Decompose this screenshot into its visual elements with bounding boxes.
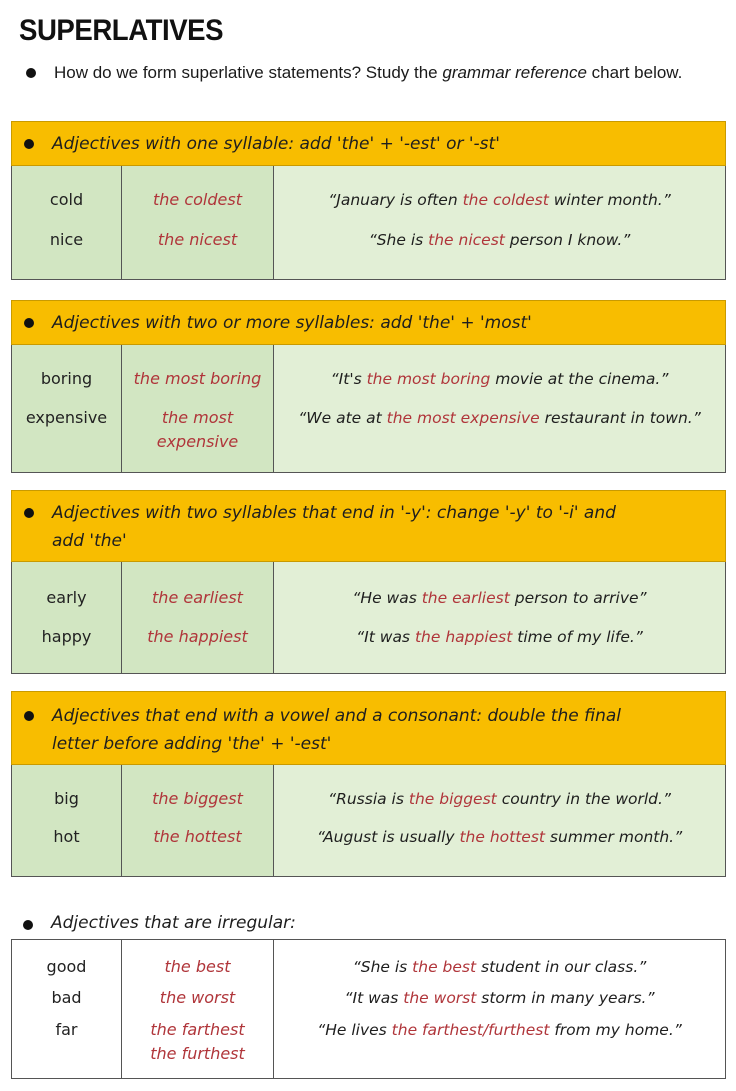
section-heading (11, 691, 726, 765)
example-table (11, 765, 726, 877)
example-sentence: “Russia is the biggest country in the world.” (328, 790, 671, 808)
adjective-cell: early (46, 588, 87, 607)
adjective-cell: cold (49, 190, 84, 209)
adjective-cell: bad (51, 988, 82, 1007)
section-one-syllable (11, 121, 726, 280)
bullet-icon (24, 711, 34, 721)
adjective-cell: expensive (25, 408, 108, 427)
section-heading (11, 300, 726, 345)
example-sentence: “January is often the coldest winter month.” (328, 191, 671, 209)
page-title: SUPERLATIVES (19, 14, 224, 47)
superlative-cell: the hottest (153, 827, 242, 846)
section-irregular (11, 939, 726, 1079)
superlative-cell: the best (164, 957, 231, 976)
bullet-icon (24, 508, 34, 518)
intro-text-end: chart below. (586, 63, 683, 82)
example-sentence: “He lives the farthest/furthest from my home.” (317, 1021, 682, 1039)
section-heading-text: Adjectives that end with a vowel and a consonant: double the final (52, 706, 622, 726)
superlative-cell: the most (161, 408, 234, 427)
intro-emphasis: grammar reference (442, 63, 587, 82)
superlative-cell: expensive (156, 432, 239, 451)
bullet-icon (24, 139, 34, 149)
section-two-syllables (11, 300, 726, 473)
superlative-cell: the farthest (150, 1020, 245, 1039)
example-sentence: “It was the worst storm in many years.” (344, 989, 655, 1007)
section-irregular-heading (11, 911, 726, 939)
example-sentence: “She is the best student in our class.” (352, 958, 647, 976)
superlative-cell: the worst (159, 988, 236, 1007)
adjective-cell: big (54, 789, 79, 808)
example-sentence: “August is usually the hottest summer month.” (316, 828, 683, 846)
superlative-cell: the earliest (152, 588, 243, 607)
section-heading-text: Adjectives with two or more syllables: add 'the' + 'most' (52, 313, 532, 333)
superlative-cell: the nicest (157, 230, 238, 249)
example-sentence: “She is the nicest person I know.” (368, 231, 631, 249)
adjective-cell: boring (40, 369, 93, 388)
superlative-cell: the happiest (147, 627, 248, 646)
section-heading-text: Adjectives with two syllables that end in '-y': change '-y' to '-i' and (52, 503, 616, 523)
superlative-cell: the coldest (153, 190, 242, 209)
example-sentence: “He was the earliest person to arrive” (352, 589, 647, 607)
example-table (11, 939, 726, 1079)
adjective-cell: good (46, 957, 87, 976)
example-table (11, 562, 726, 674)
example-table (11, 345, 726, 473)
section-end-in-y (11, 490, 726, 674)
bullet-icon (26, 68, 36, 78)
section-heading (11, 121, 726, 166)
section-heading (11, 490, 726, 562)
example-sentence: “We ate at the most expensive restaurant in town.” (298, 409, 701, 427)
superlative-cell: the biggest (152, 789, 243, 808)
adjective-cell: far (55, 1020, 78, 1039)
section-heading-text: add 'the' (52, 531, 127, 551)
superlative-cell: the most boring (133, 369, 262, 388)
adjective-cell: happy (41, 627, 92, 646)
section-vowel-consonant (11, 691, 726, 877)
bullet-icon (23, 920, 33, 930)
section-heading-text: Adjectives with one syllable: add 'the' + '-est' or '-st' (52, 134, 500, 154)
superlative-cell: the furthest (150, 1044, 245, 1063)
example-table (11, 166, 726, 280)
example-sentence: “It was the happiest time of my life.” (356, 628, 643, 646)
intro-text: How do we form superlative statements? Study the (54, 63, 443, 82)
bullet-icon (24, 318, 34, 328)
adjective-cell: nice (49, 230, 84, 249)
section-heading-text: Adjectives that are irregular: (51, 913, 296, 933)
example-sentence: “It's the most boring movie at the cinema.” (330, 370, 669, 388)
section-heading-text: letter before adding 'the' + '-est' (52, 734, 332, 754)
adjective-cell: hot (53, 827, 80, 846)
